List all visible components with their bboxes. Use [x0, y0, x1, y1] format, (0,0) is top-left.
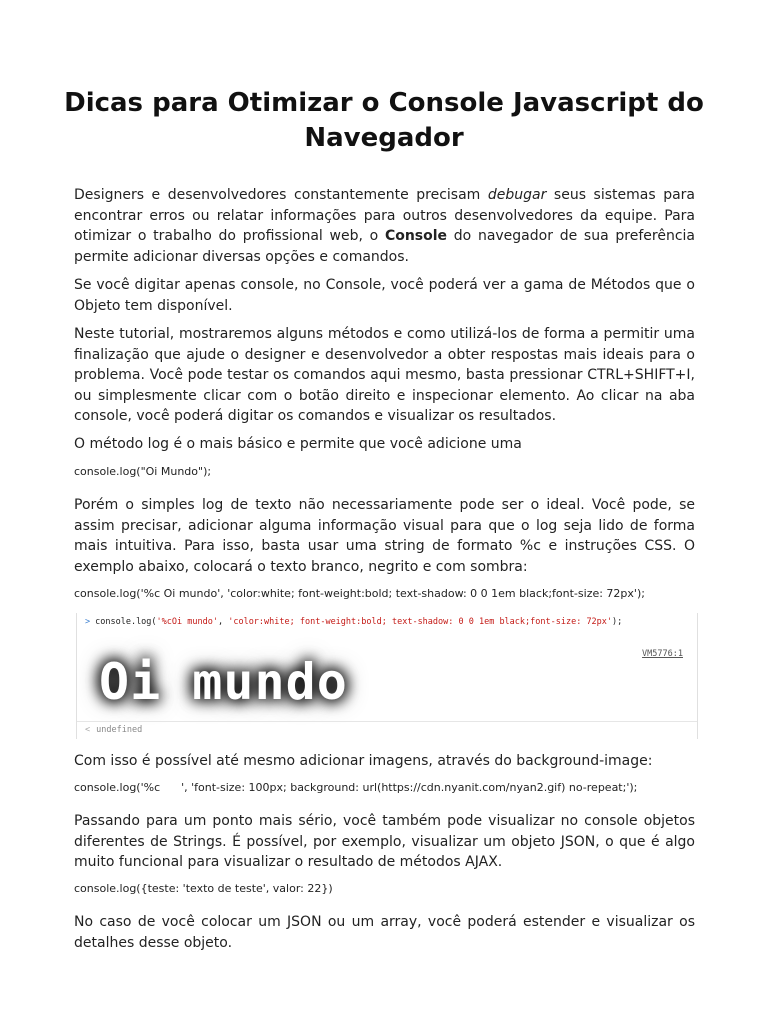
console-result [85, 725, 142, 735]
result-value: undefined [96, 725, 143, 735]
code-json: console.log({teste: 'texto de teste', valor: 22}) [74, 882, 333, 895]
intro-paragraph [74, 185, 695, 267]
console-screenshot [76, 613, 698, 739]
code-log: console.log("Oi Mundo"); [74, 465, 212, 478]
objects-paragraph: Passando para um ponto mais sério, você também pode visualizar no console objetos diferentes de Strings. É possível, por exemplo, visualizar um objeto JSON, o que é algo muito funcional para visualizar o resultado de métodos AJAX. [74, 813, 695, 870]
intro-text-2: seus sistemas para encontrar erros ou relatar informações para outros desenvolvedores da equipe. Para otimizar o trabalho do profissional web, o [74, 187, 695, 244]
command-function: console.log( [95, 617, 157, 627]
code-style: console.log('%c Oi mundo', 'color:white; font-weight:bold; text-shadow: 0 0 1em black;font-size: 72px'); [74, 587, 645, 600]
tutorial-paragraph: Neste tutorial, mostraremos alguns métodos e como utilizá-los de forma a permitir uma finalização que ajude o designer e desenvolvedor a obter respostas mais ideais para o problema. Você pode testar os comandos aqui mesmo, basta pressionar CTRL+SHIFT+I, ou simplesmente clicar com o botão direito e inspecionar elemento. Ao clicar na aba console, você poderá digitar os comandos e visualizar os resultados. [74, 326, 695, 424]
prompt-caret-icon: > [85, 617, 91, 627]
console-command [85, 617, 685, 628]
command-suffix: ); [612, 617, 623, 627]
log-paragraph: O método log é o mais básico e permite que você adicione uma [74, 436, 522, 452]
json-paragraph: No caso de você colocar um JSON ou um array, você poderá estender e visualizar os detalhes desse objeto. [74, 914, 695, 951]
code-image: console.log('%c ', 'font-size: 100px; background: url(https://cdn.nyanit.com/nyan2.gif) no-repeat;'); [74, 781, 638, 794]
format-paragraph: Porém o simples log de texto não necessariamente pode ser o ideal. Você pode, se assim precisar, adicionar alguma informação visual para que o log seja lido de forma mais intuitiva. Para isso, basta usar uma string de formato %c e instruções CSS. O exemplo abaixo, colocará o texto branco, negrito e com sombra: [74, 497, 695, 575]
intro-emphasis: debugar [487, 187, 547, 203]
page-title: Dicas para Otimizar o Console Javascript do Navegador [64, 88, 704, 153]
styled-output: Oi mundo [99, 653, 348, 711]
intro-strong: Console [384, 228, 448, 244]
command-arg-format: '%cOi mundo' [156, 617, 218, 627]
command-separator: , [217, 617, 229, 627]
intro-text-1: Designers e desenvolvedores constantemente precisam [74, 187, 488, 203]
command-arg-style: 'color:white; font-weight:bold; text-shadow: 0 0 1em black;font-size: 72px' [228, 617, 613, 627]
console-divider [77, 721, 697, 722]
source-link[interactable]: VM5776:1 [642, 649, 683, 659]
images-paragraph: Com isso é possível até mesmo adicionar imagens, através do background-image: [74, 753, 653, 769]
intro-text-3: do navegador de sua preferência permite adicionar diversas opções e comandos. [74, 228, 695, 265]
console-paragraph: Se você digitar apenas console, no Console, você poderá ver a gama de Métodos que o Objeto tem disponível. [74, 277, 695, 314]
result-arrow-icon: < [85, 725, 91, 735]
